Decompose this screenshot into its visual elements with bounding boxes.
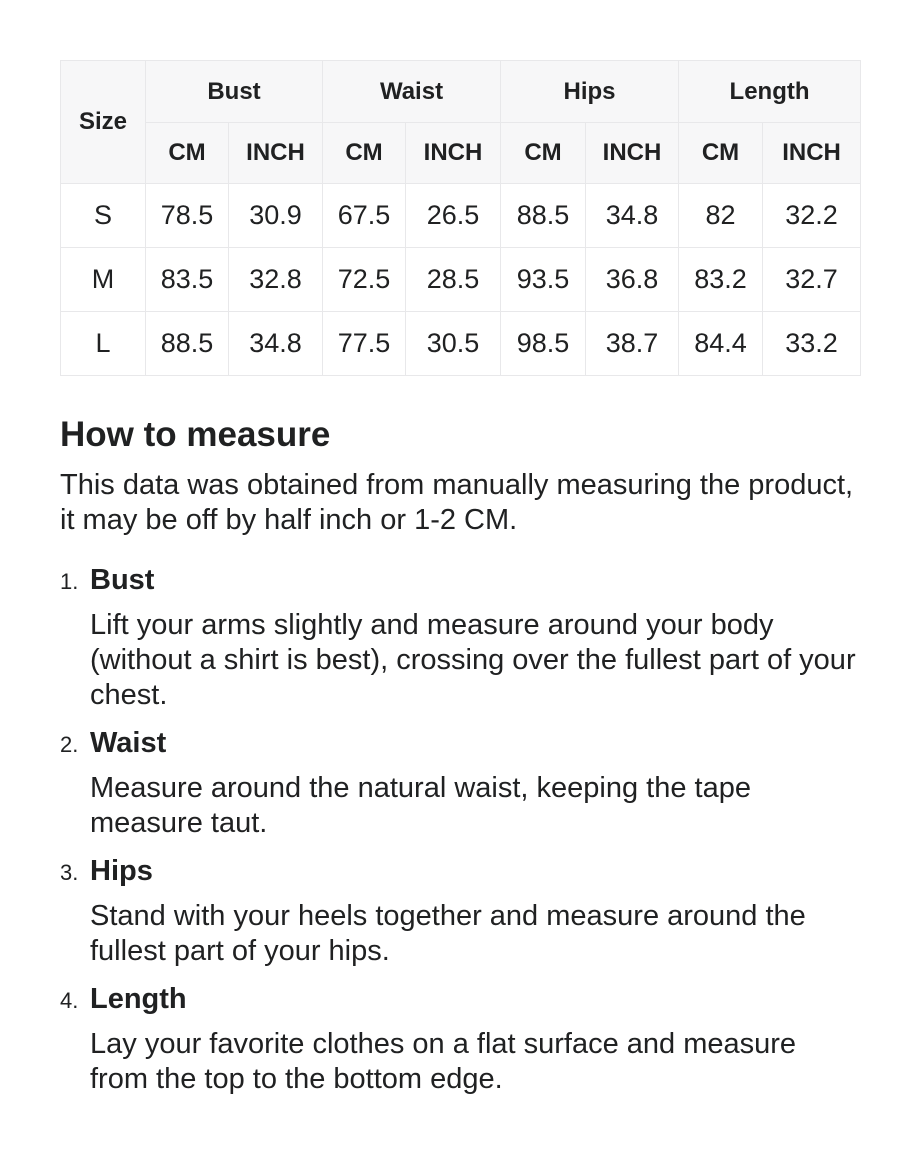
table-row-size-m xyxy=(61,248,861,312)
unit-header-bust-cm: CM xyxy=(146,123,229,184)
step-heading xyxy=(60,853,860,891)
value-cell: 28.5 xyxy=(406,248,501,312)
measure-step-waist xyxy=(60,725,860,841)
step-heading xyxy=(60,562,860,600)
value-cell: 34.8 xyxy=(229,312,323,376)
measure-disclaimer-text: This data was obtained from manually measuring the product, it may be off by half inch or 1-2 CM. xyxy=(60,469,854,536)
size-cell: L xyxy=(61,312,146,376)
value-cell: 93.5 xyxy=(501,248,586,312)
unit-header-waist-cm: CM xyxy=(323,123,406,184)
table-unit-header-row xyxy=(61,123,861,184)
measure-steps-list xyxy=(60,562,860,1097)
step-description: Lift your arms slightly and measure around your body (without a shirt is best), crossing over the fullest part of your chest. xyxy=(90,609,856,711)
value-cell: 36.8 xyxy=(586,248,679,312)
step-number: 2. xyxy=(60,732,79,757)
table-row-size-s xyxy=(61,184,861,248)
value-cell: 82 xyxy=(679,184,763,248)
step-number: 3. xyxy=(60,860,79,885)
value-cell: 83.2 xyxy=(679,248,763,312)
value-cell: 78.5 xyxy=(146,184,229,248)
value-cell: 98.5 xyxy=(501,312,586,376)
value-cell: 34.8 xyxy=(586,184,679,248)
step-description: Stand with your heels together and measure around the fullest part of your hips. xyxy=(90,900,806,967)
group-header-bust: Bust xyxy=(146,61,323,123)
group-header-hips: Hips xyxy=(501,61,679,123)
value-cell: 83.5 xyxy=(146,248,229,312)
value-cell: 26.5 xyxy=(406,184,501,248)
step-term: Length xyxy=(90,983,187,1015)
group-header-length: Length xyxy=(679,61,861,123)
size-cell: S xyxy=(61,184,146,248)
how-to-measure-heading: How to measure xyxy=(60,415,331,454)
value-cell: 32.2 xyxy=(763,184,861,248)
value-cell: 30.5 xyxy=(406,312,501,376)
step-description: Measure around the natural waist, keeping the tape measure taut. xyxy=(90,772,751,839)
value-cell: 30.9 xyxy=(229,184,323,248)
step-term: Hips xyxy=(90,855,153,887)
measure-step-bust xyxy=(60,562,860,713)
value-cell: 67.5 xyxy=(323,184,406,248)
step-heading xyxy=(60,981,860,1019)
measure-step-length xyxy=(60,981,860,1097)
step-number: 4. xyxy=(60,988,79,1013)
value-cell: 88.5 xyxy=(146,312,229,376)
group-header-waist: Waist xyxy=(323,61,501,123)
value-cell: 77.5 xyxy=(323,312,406,376)
step-term: Bust xyxy=(90,564,155,596)
unit-header-length-cm: CM xyxy=(679,123,763,184)
unit-header-waist-inch: INCH xyxy=(406,123,501,184)
value-cell: 33.2 xyxy=(763,312,861,376)
value-cell: 38.7 xyxy=(586,312,679,376)
step-number: 1. xyxy=(60,569,79,594)
value-cell: 32.8 xyxy=(229,248,323,312)
step-description: Lay your favorite clothes on a flat surface and measure from the top to the bottom edge. xyxy=(90,1028,797,1095)
table-row-size-l xyxy=(61,312,861,376)
size-chart-table xyxy=(60,60,861,376)
value-cell: 88.5 xyxy=(501,184,586,248)
unit-header-hips-inch: INCH xyxy=(586,123,679,184)
measure-step-hips xyxy=(60,853,860,969)
value-cell: 84.4 xyxy=(679,312,763,376)
table-group-header-row xyxy=(61,61,861,123)
step-term: Waist xyxy=(90,727,167,759)
unit-header-bust-inch: INCH xyxy=(229,123,323,184)
value-cell: 72.5 xyxy=(323,248,406,312)
size-cell: M xyxy=(61,248,146,312)
unit-header-hips-cm: CM xyxy=(501,123,586,184)
size-column-header: Size xyxy=(61,61,146,184)
value-cell: 32.7 xyxy=(763,248,861,312)
unit-header-length-inch: INCH xyxy=(763,123,861,184)
step-heading xyxy=(60,725,860,763)
